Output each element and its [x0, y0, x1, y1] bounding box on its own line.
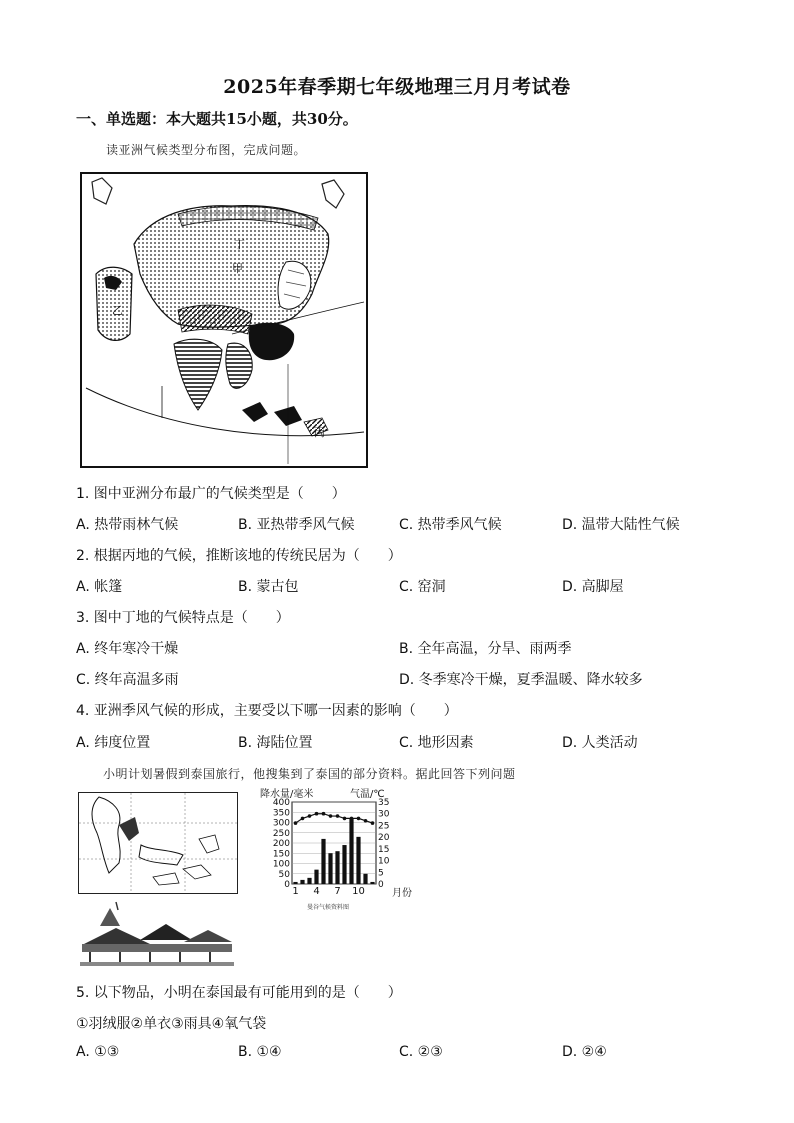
chart-x-axis-label: 月份 [392, 888, 412, 899]
q5-option-c[interactable]: C. ②③ [399, 1044, 443, 1060]
section-heading: 一、单选题：本大题共15小题，共30分。 [76, 110, 358, 128]
chart-left-axis-label: 降水量/毫米 [260, 789, 314, 800]
x-tick-label: 4 [313, 886, 320, 897]
left-tick-label: 400 [272, 798, 290, 808]
temperature-point [315, 812, 319, 816]
temperature-point [350, 817, 354, 821]
chart-title: 曼谷气候资料图 [306, 904, 350, 911]
left-tick-label: 100 [272, 859, 290, 870]
climate-chart-svg [258, 786, 416, 912]
question-5-stem: 5. 以下物品，小明在泰国最有可能用到的是（ ） [76, 985, 402, 1001]
q1-option-b[interactable]: B. 亚热带季风气候 [238, 517, 355, 533]
left-tick-label: 300 [272, 818, 290, 829]
question-2-stem: 2. 根据丙地的气候，推断该地的传统民居为（ ） [76, 548, 402, 564]
precip-bar [321, 839, 325, 884]
precip-bar [314, 870, 318, 884]
intro-text: 读亚洲气候类型分布图，完成问题。 [106, 143, 307, 157]
right-tick-label: 10 [378, 856, 390, 867]
left-tick-label: 250 [272, 828, 290, 839]
q4-option-b[interactable]: B. 海陆位置 [238, 735, 313, 751]
q3-option-c[interactable]: C. 终年高温多雨 [76, 672, 179, 688]
right-tick-label: 15 [378, 844, 390, 855]
q3-option-d[interactable]: D. 冬季寒冷干燥，夏季温暖、降水较多 [399, 672, 643, 688]
q1-option-a[interactable]: A. 热带雨林气候 [76, 517, 179, 533]
q2-option-a[interactable]: A. 帐篷 [76, 579, 123, 595]
precip-bar [370, 882, 374, 884]
q5-option-b[interactable]: B. ①④ [238, 1044, 282, 1060]
bangkok-climate-chart [258, 786, 416, 912]
question-1-stem: 1. 图中亚洲分布最广的气候类型是（ ） [76, 486, 346, 502]
right-tick-label: 5 [378, 868, 384, 879]
precip-bar [328, 853, 332, 884]
q4-option-c[interactable]: C. 地形因素 [399, 735, 474, 751]
temperature-point [329, 814, 333, 818]
right-tick-label: 25 [378, 821, 390, 832]
q2-option-b[interactable]: B. 蒙古包 [238, 579, 299, 595]
map-label-ding: 丁 [234, 238, 245, 251]
temperature-point [336, 814, 340, 818]
question-3-stem: 3. 图中丁地的气候特点是（ ） [76, 610, 290, 626]
temperature-point [294, 821, 298, 825]
left-tick-label: 350 [272, 808, 290, 819]
chart-right-axis-label: 气温/℃ [350, 789, 385, 800]
temperature-point [364, 819, 368, 823]
precip-bar [335, 851, 339, 884]
temperature-point [308, 814, 312, 818]
q3-option-a[interactable]: A. 终年寒冷干燥 [76, 641, 179, 657]
precip-bar [307, 878, 311, 884]
stilt-houses-image [80, 900, 234, 966]
q5-option-a[interactable]: A. ①③ [76, 1044, 120, 1060]
temperature-point [343, 817, 347, 821]
q2-option-d[interactable]: D. 高脚屋 [562, 579, 624, 595]
precip-bar [300, 880, 304, 884]
right-tick-label: 0 [378, 880, 384, 890]
intro-thailand: 小明计划暑假到泰国旅行，他搜集到了泰国的部分资料。据此回答下列问题 [103, 767, 516, 781]
x-tick-label: 10 [352, 886, 365, 897]
thailand-region-map [78, 792, 238, 894]
temperature-point [357, 817, 361, 821]
map-label-bing: 丙 [314, 426, 325, 439]
q2-option-c[interactable]: C. 窑洞 [399, 579, 446, 595]
question-4-stem: 4. 亚洲季风气候的形成，主要受以下哪一因素的影响（ ） [76, 703, 458, 719]
precip-bar [349, 818, 353, 884]
right-tick-label: 35 [378, 798, 390, 808]
map-label-jia: 甲 [232, 262, 243, 275]
x-tick-label: 1 [292, 886, 299, 897]
q1-option-c[interactable]: C. 热带季风气候 [399, 517, 502, 533]
precip-bar [293, 882, 297, 884]
precip-bar [356, 837, 360, 884]
left-tick-label: 0 [284, 880, 290, 890]
temperature-line [296, 814, 373, 823]
q5-option-d[interactable]: D. ②④ [562, 1044, 607, 1060]
left-tick-label: 150 [272, 849, 290, 860]
asia-climate-map [80, 172, 368, 468]
q3-option-b[interactable]: B. 全年高温，分旱、雨两季 [399, 641, 572, 657]
x-tick-label: 7 [334, 886, 341, 897]
right-tick-label: 20 [378, 833, 390, 844]
left-tick-label: 200 [272, 839, 290, 849]
houses-drawing [80, 900, 234, 966]
q1-option-d[interactable]: D. 温带大陆性气候 [562, 517, 680, 533]
left-tick-label: 50 [278, 869, 290, 880]
asia-map-drawing [82, 174, 366, 466]
precip-bar [342, 845, 346, 884]
q5-items: ①羽绒服②单衣③雨具④氧气袋 [76, 1016, 267, 1032]
right-tick-label: 30 [378, 809, 390, 820]
temperature-point [371, 821, 375, 825]
page-title: 2025年春季期七年级地理三月月考试卷 [223, 76, 571, 98]
precip-bar [363, 874, 367, 884]
temperature-point [322, 812, 326, 816]
thailand-map-drawing [79, 793, 237, 893]
map-label-yi: 乙 [112, 304, 123, 317]
temperature-point [301, 817, 305, 821]
q4-option-d[interactable]: D. 人类活动 [562, 735, 638, 751]
q4-option-a[interactable]: A. 纬度位置 [76, 735, 151, 751]
